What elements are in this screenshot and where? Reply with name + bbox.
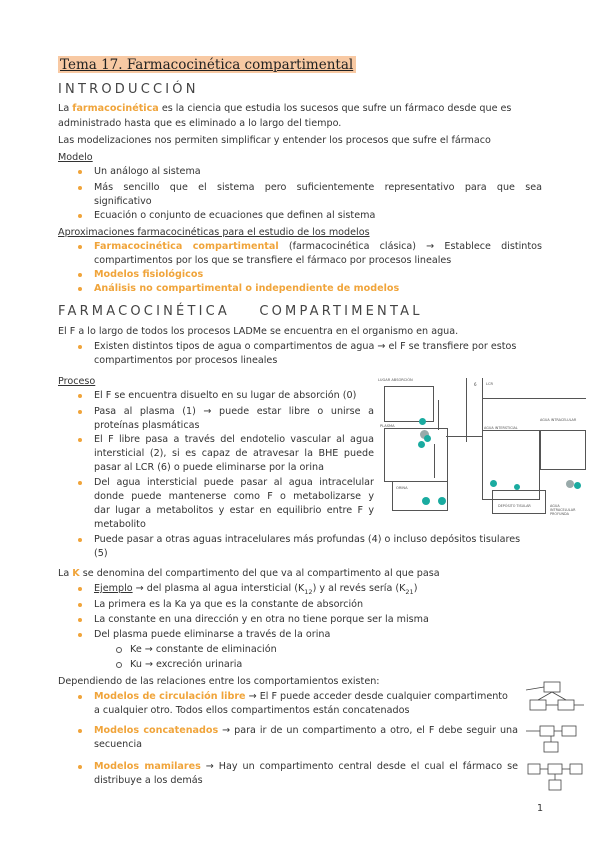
sketch-box xyxy=(544,682,560,692)
aprox-item-3: Análisis no compartimental o independiente de modelos xyxy=(94,283,400,294)
intro-paragraph-2: Las modelizaciones nos permiten simplificar y entender los procesos que sufre el fármaco xyxy=(58,135,491,146)
bullet-icon xyxy=(78,633,82,637)
k-subitem: Ke → constante de eliminación xyxy=(130,644,277,655)
bullet-icon xyxy=(78,186,82,190)
sketch-box xyxy=(548,764,562,774)
intro-paragraph-1 xyxy=(58,102,511,116)
text: → Hay un compartimento central desde el cual el fármaco se xyxy=(200,761,518,772)
diagram-label: AGUA INTERSTICIAL xyxy=(484,426,518,430)
flow-line xyxy=(434,444,435,478)
diagram-label: AGUA INTRACELULAR PROFUNDA xyxy=(550,504,576,516)
bullet-icon xyxy=(78,170,82,174)
text: La xyxy=(58,568,73,579)
sub-bullet-icon xyxy=(116,647,122,653)
drug-dot xyxy=(419,418,426,425)
term-mamilares: Modelos mamilares xyxy=(94,761,201,772)
diagram-label: ORINA xyxy=(396,486,408,490)
aprox-item-1-line2: compartimentos por los que se transfiere el fármaco por procesos lineales xyxy=(94,255,452,266)
sketch-box xyxy=(540,726,554,736)
bullet-icon xyxy=(78,245,82,249)
model-mamilares-line2: distribuye a los demás xyxy=(94,775,203,786)
farma-bullet-1-line2: compartimentos por procesos lineales xyxy=(94,355,278,366)
subscript: 21 xyxy=(405,587,414,596)
proceso-line: (5) xyxy=(94,548,108,559)
text: ) xyxy=(413,583,418,594)
sketch-box xyxy=(558,700,574,710)
compartment-diagram xyxy=(378,378,586,518)
section-heading-introduccion: INTRODUCCIÓN xyxy=(58,82,199,97)
sketch-box xyxy=(570,764,582,774)
bullet-icon xyxy=(78,603,82,607)
sketch-line xyxy=(526,687,544,690)
flow-line xyxy=(438,400,439,430)
sketch-box xyxy=(562,726,576,736)
bullet-icon xyxy=(78,438,82,442)
ejemplo-label: Ejemplo xyxy=(94,583,133,594)
farma-bullet-1: Existen distintos tipos de agua o compartimentos de agua → el F se transfiere por estos xyxy=(94,341,517,352)
k-item-ejemplo xyxy=(94,582,417,599)
flow-line xyxy=(466,378,467,442)
model-mamilares xyxy=(94,760,518,774)
proceso-label: Proceso xyxy=(58,376,96,387)
proceso-line: Del agua intersticial puede pasar al agua intracelular xyxy=(94,477,374,488)
farma-paragraph-1: El F a lo largo de todos los procesos LADMe se encuentra en el organismo en agua. xyxy=(58,326,459,337)
sketch-box xyxy=(528,764,540,774)
proceso-line: dar lugar a metabolitos y estar en equilibrio entre F y xyxy=(94,505,374,516)
sketch-box xyxy=(549,780,561,790)
flow-line xyxy=(446,436,482,437)
diagram-label: PLASMA xyxy=(380,424,395,428)
section-heading-farmacocinetica: FARMACOCINÉTICA COMPARTIMENTAL xyxy=(58,304,423,319)
aprox-item-2: Modelos fisiológicos xyxy=(94,269,204,280)
protein-dot xyxy=(566,480,574,488)
aprox-item-1 xyxy=(94,240,542,254)
diagram-label: LCR xyxy=(486,382,494,386)
modelo-item-cont: significativo xyxy=(94,196,152,207)
drug-dot xyxy=(422,497,430,505)
k-subitem: Ku → excreción urinaria xyxy=(130,659,243,670)
model-concatenados xyxy=(94,724,518,738)
bullet-icon xyxy=(78,587,82,591)
bullet-icon xyxy=(78,394,82,398)
text: → El F puede acceder desde cualquier compartimento xyxy=(245,691,508,702)
drug-dot xyxy=(438,497,446,505)
drug-dot xyxy=(490,480,497,487)
bullet-icon xyxy=(78,481,82,485)
diagram-label: LUGAR ABSORCIÓN xyxy=(378,378,413,382)
sketch-box xyxy=(530,700,546,710)
modelo-label: Modelo xyxy=(58,152,93,163)
modelo-item: Un análogo al sistema xyxy=(94,166,201,177)
subscript: 12 xyxy=(304,587,313,596)
proceso-line: intersticial (2), si es capaz de atravesar la BHE puede xyxy=(94,448,374,459)
proceso-line: donde puede mantenerse como F o metabolizarse y xyxy=(94,491,374,502)
model-circulacion-libre xyxy=(94,690,508,704)
model-concatenados-line2: secuencia xyxy=(94,739,143,750)
proceso-line: pasar al LCR (6) o puede eliminarse por la orina xyxy=(94,462,324,473)
bullet-icon xyxy=(78,618,82,622)
drug-dot xyxy=(418,441,425,448)
model-sketches xyxy=(522,676,594,796)
k-item: La constante en una dirección y en otra no tiene porque ser la misma xyxy=(94,614,429,625)
aproximaciones-label: Aproximaciones farmacocinéticas para el estudio de los modelos xyxy=(58,227,370,238)
bullet-icon xyxy=(78,729,82,733)
relations-intro: Dependiendo de las relaciones entre los comportamientos existen: xyxy=(58,676,380,687)
drug-dot xyxy=(574,482,581,489)
diagram-label: DEPÓSITO TISULAR xyxy=(498,504,531,508)
term-circulacion-libre: Modelos de circulación libre xyxy=(94,691,246,702)
compartment-0 xyxy=(384,386,434,422)
bullet-icon xyxy=(78,410,82,414)
term-k: K xyxy=(72,568,80,579)
k-item: La primera es la Ka ya que es la constante de absorción xyxy=(94,599,364,610)
proceso-line: Pasa al plasma (1) → puede estar libre o unirse a xyxy=(94,406,374,417)
drug-dot xyxy=(424,435,431,442)
bullet-icon xyxy=(78,214,82,218)
number-label: 6 xyxy=(474,382,477,387)
bullet-icon xyxy=(78,287,82,291)
bullet-icon xyxy=(78,538,82,542)
k-paragraph xyxy=(58,567,440,581)
compartment-5 xyxy=(492,490,546,514)
bullet-icon xyxy=(78,695,82,699)
bullet-icon xyxy=(78,273,82,277)
diagram-label: AGUA INTRACELULAR xyxy=(540,418,577,422)
intro-paragraph-1-line2: administrado hasta que es eliminado a lo largo del tiempo. xyxy=(58,118,342,129)
text: se denomina del compartimento del que va al compartimento al que pasa xyxy=(79,568,440,579)
proceso-line: El F libre pasa a través del endotelio vascular al agua xyxy=(94,434,374,445)
modelo-item: Ecuación o conjunto de ecuaciones que definen al sistema xyxy=(94,210,376,221)
text: ) y al revés sería (K xyxy=(312,583,406,594)
proceso-line: Puede pasar a otras aguas intracelulares más profundas (4) o incluso depósitos tisulares xyxy=(94,534,521,545)
sketch-box xyxy=(544,742,558,752)
term-concatenados: Modelos concatenados xyxy=(94,725,219,736)
compartment-1 xyxy=(384,428,448,482)
sub-bullet-icon xyxy=(116,662,122,668)
sketch-line xyxy=(538,692,552,700)
proceso-line: proteínas plasmáticas xyxy=(94,420,200,431)
model-circulacion-libre-line2: a cualquier otro. Todos ellos compartimentos están concatenados xyxy=(94,705,410,716)
text: → del plasma al agua intersticial (K xyxy=(132,583,305,594)
bullet-icon xyxy=(78,345,82,349)
k-item: Del plasma puede eliminarse a través de la orina xyxy=(94,629,331,640)
text: La xyxy=(58,103,73,114)
text: → para ir de un compartimento a otro, el F debe seguir una xyxy=(218,725,518,736)
bullet-icon xyxy=(78,765,82,769)
text: (farmacocinética clásica) → Establece distintos xyxy=(278,241,542,252)
flow-line xyxy=(482,398,586,399)
term-compartimental: Farmacocinética compartimental xyxy=(94,241,279,252)
sketch-line xyxy=(552,692,566,700)
proceso-line: El F se encuentra disuelto en su lugar de absorción (0) xyxy=(94,390,357,401)
modelo-item: Más sencillo que el sistema pero suficientemente representativo para que sea xyxy=(94,182,542,193)
text: es la ciencia que estudia los sucesos que sufre un fármaco desde que es xyxy=(158,103,512,114)
page-title: Tema 17. Farmacocinética compartimental xyxy=(58,56,356,73)
term-farmacocinetica: farmacocinética xyxy=(72,103,159,114)
compartment-3 xyxy=(540,430,586,470)
proceso-line: metabolito xyxy=(94,519,146,530)
page-number: 1 xyxy=(537,803,544,814)
